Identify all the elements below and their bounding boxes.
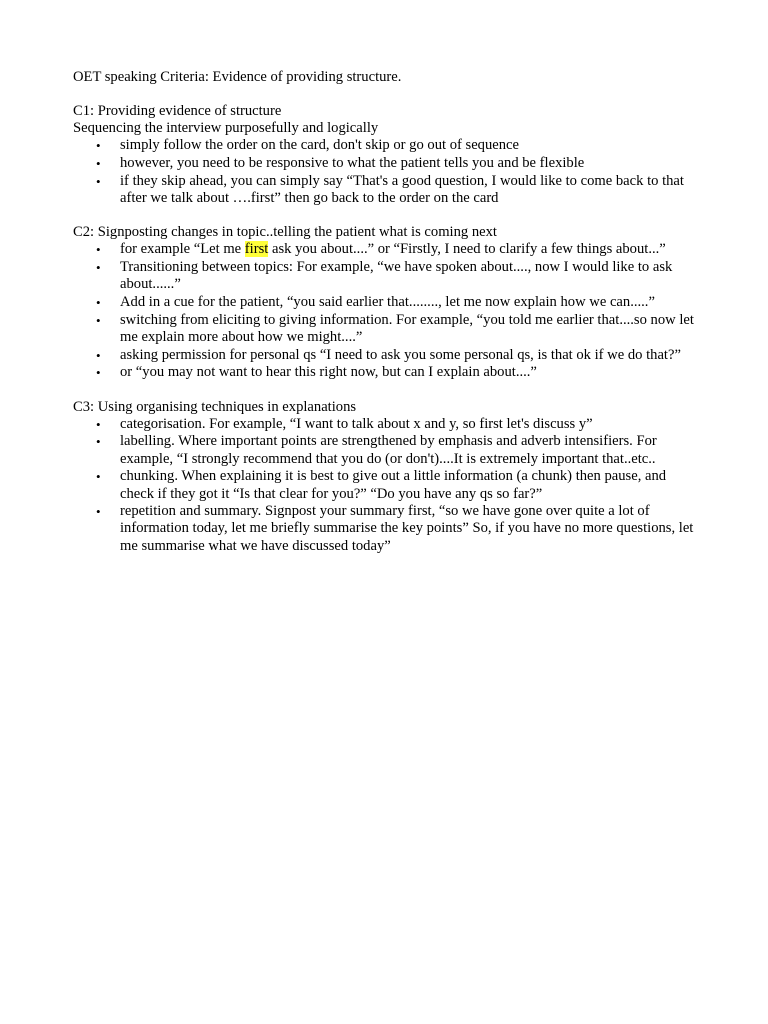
document-title: OET speaking Criteria: Evidence of providing structure. xyxy=(73,69,402,85)
bullet-icon: • xyxy=(96,312,101,328)
list-item-text-after: ask you about....” or “Firstly, I need to clarify a few things about...” xyxy=(268,241,666,258)
bullet-list xyxy=(73,416,703,555)
bullet-icon: • xyxy=(96,416,101,432)
section-c3 xyxy=(73,399,703,555)
section-subheading: Sequencing the interview purposefully and logically xyxy=(73,120,379,137)
section-heading: C1: Providing evidence of structure xyxy=(73,103,282,119)
bullet-icon: • xyxy=(96,365,101,381)
list-item xyxy=(73,312,703,346)
list-item-text: categorisation. For example, “I want to talk about x and y, so first let's discuss y” xyxy=(120,415,593,432)
list-item-text: labelling. Where important points are strengthened by emphasis and adverb intensifiers. For example, “I strongly recommend that you do (or don't)....It is extremely important that..etc.. xyxy=(120,433,657,467)
bullet-icon: • xyxy=(96,347,101,363)
list-item xyxy=(73,347,703,364)
list-item-text: however, you need to be responsive to what the patient tells you and be flexible xyxy=(120,155,585,172)
list-item-text: asking permission for personal qs “I need to ask you some personal qs, is that ok if we do that?” xyxy=(120,346,681,363)
list-item-text: or “you may not want to hear this right now, but can I explain about....” xyxy=(120,364,537,381)
list-item xyxy=(73,259,703,293)
list-item-text: Transitioning between topics: For example, “we have spoken about...., now I would like to ask about......” xyxy=(120,259,673,293)
document-page xyxy=(73,67,703,555)
bullet-icon: • xyxy=(96,156,101,172)
bullet-icon: • xyxy=(96,138,101,154)
list-item xyxy=(73,137,703,154)
list-item-text: if they skip ahead, you can simply say “That's a good question, I would like to come back to that after we talk about ….first” then go back to the order on the card xyxy=(120,172,684,207)
section-heading: C3: Using organising techniques in explanations xyxy=(73,398,357,415)
list-item xyxy=(73,503,703,555)
list-item-text-before: for example “Let me xyxy=(120,241,245,258)
bullet-icon: • xyxy=(96,260,101,276)
section-c2 xyxy=(73,224,703,381)
list-item xyxy=(73,468,703,502)
bullet-icon: • xyxy=(96,434,101,450)
bullet-icon: • xyxy=(96,469,101,485)
list-item xyxy=(73,155,703,172)
bullet-list xyxy=(73,241,703,381)
list-item xyxy=(73,364,703,381)
section-heading: C2: Signposting changes in topic..telling the patient what is coming next xyxy=(73,224,497,241)
section-c1 xyxy=(73,103,703,207)
list-item-text: switching from eliciting to giving information. For example, “you told me earlier that....so now let me explain more about how we might....” xyxy=(120,311,694,345)
list-item xyxy=(73,433,703,467)
list-item xyxy=(73,416,703,433)
list-item xyxy=(73,294,703,311)
bullet-icon: • xyxy=(96,173,101,189)
bullet-icon: • xyxy=(96,504,101,520)
list-item xyxy=(73,241,703,258)
bullet-list xyxy=(73,137,703,207)
bullet-icon: • xyxy=(96,242,101,258)
list-item-text: repetition and summary. Signpost your summary first, “so we have gone over quite a lot of information today, let me briefly summarise the key points” So, if you have no more questions, let me summarise what we have discussed today” xyxy=(120,503,694,554)
list-item-text: simply follow the order on the card, don't skip or go out of sequence xyxy=(120,137,520,154)
list-item-text: Add in a cue for the patient, “you said earlier that........, let me now explain how we can.....” xyxy=(120,294,655,311)
highlighted-word: first xyxy=(244,241,269,258)
list-item-text: chunking. When explaining it is best to give out a little information (a chunk) then pause, and check if they got it “Is that clear for you?” “Do you have any qs so far?” xyxy=(120,468,667,502)
list-item xyxy=(73,173,703,207)
bullet-icon: • xyxy=(96,295,101,311)
